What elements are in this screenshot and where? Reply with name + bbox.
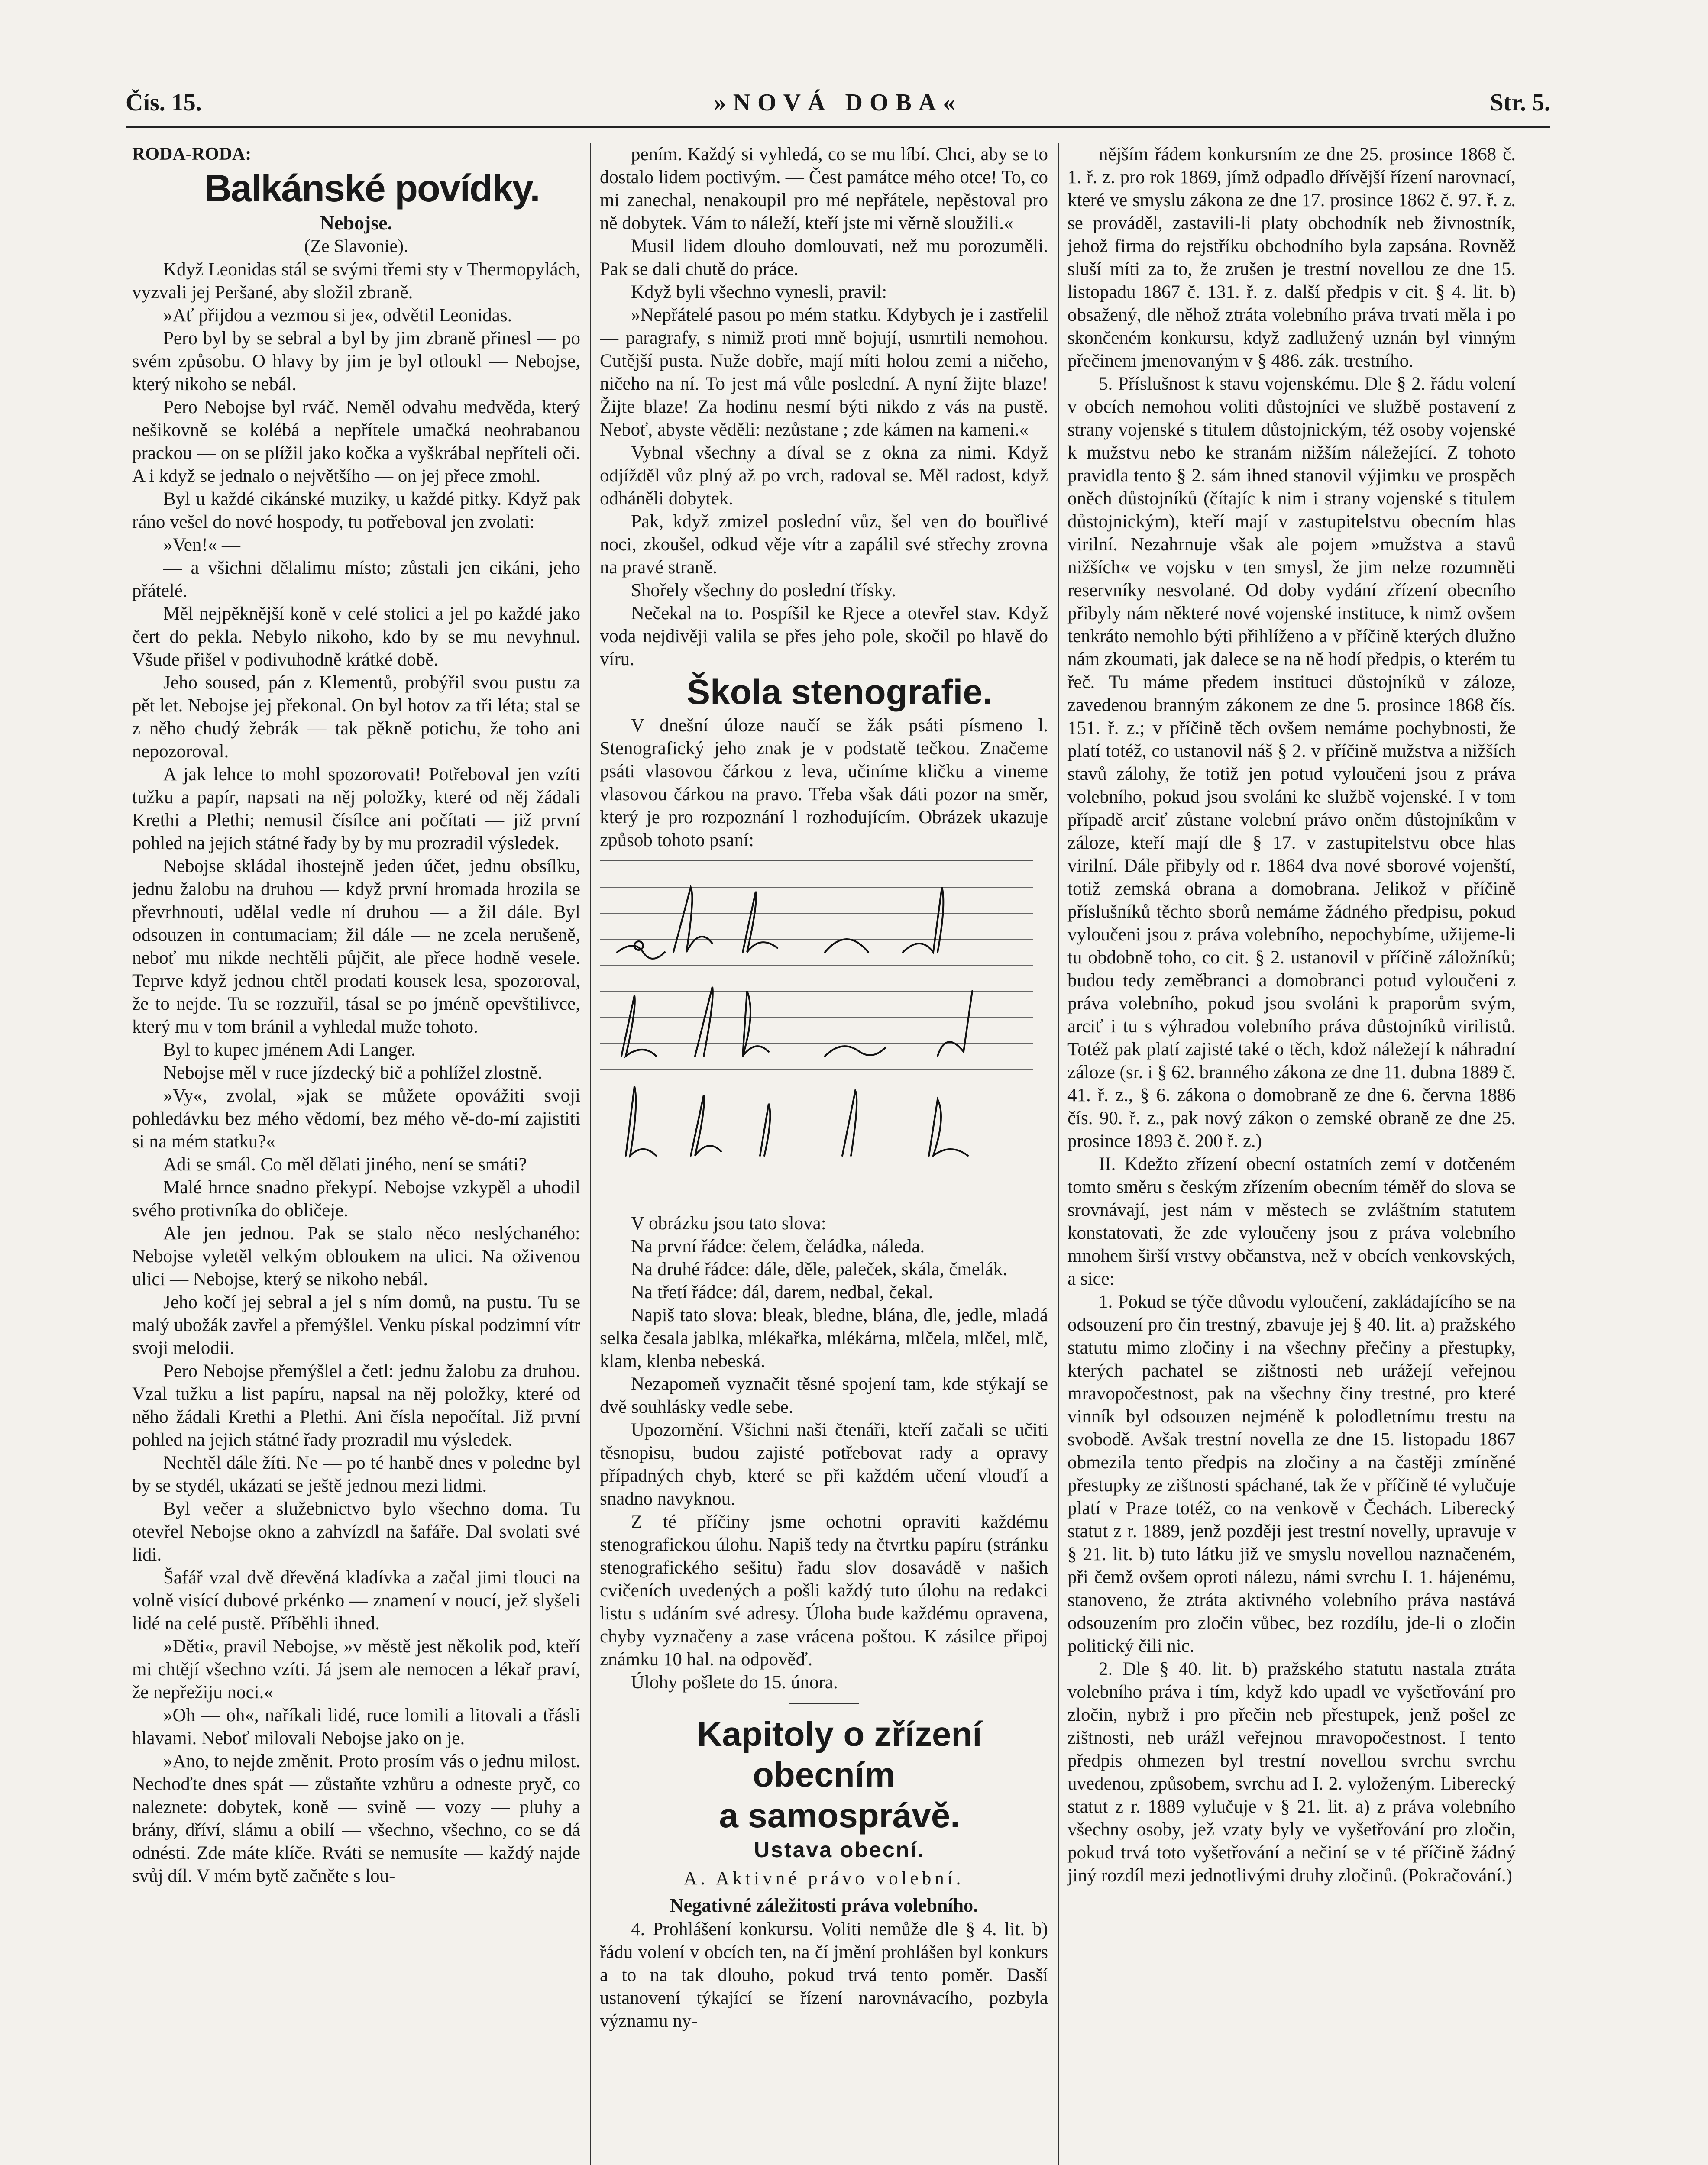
paragraph: Nechtěl dále žíti. Ne — po té hanbě dnes v poledne byl by se stydél, ukázati se ještě jednou mezi lidmi. bbox=[132, 1453, 580, 1496]
paragraph: »Ano, to nejde změnit. Proto prosím vás o jednu milost. Nechoďte dnes spát — zůstaňte vzhůru a odneste pryč, co naleznete: dobytek, koně — svině — vozy — pluhy a brány, dříví, slámu a obilí — všechno, všechno, co se dá odnésti. Zde máte klíče. Rváti se nemusíte — každý najde svůj díl. V mém bytě začněte s lou- bbox=[132, 1751, 580, 1886]
paragraph: Byl u každé cikánské muziky, u každé pitky. Když pak ráno vešel do nové hospody, tu potřeboval jen zvolati: bbox=[132, 489, 580, 532]
paragraph: 1. Pokud se týče důvodu vyloučení, zakládajícího se na odsouzení pro čin trestný, zbavuje jej § 40. lit. a) pražského statutu mimo zločiny i na všechny přečiny a přestupky, kterých pachatel se zištnosti neb urážejí veřejnou mravopočestnost, pak na všechny činy trestné, pro které vinník byl odsouzen nejméně k polodletnímu trestu na svobodě. Avšak trestní novella ze dne 15. listopadu 1867 obmezila tento předpis na zločiny a na častěji zmíněné přestupky ze zištnosti spáchané, tak že v příčině té vylučuje platí v Praze totéž, co na venkově v Čechách. Liberecký statut z r. 1889, jenž později jest trestní novelly, upravuje v § 21. lit. b) tuto látku již ve smyslu novellou naznačeném, při čemž ovšem oproti nálezu, námi svrchu I. 1. hájenému, stanoveno, že ztráta aktivného volebního práva nastává odsouzením pro zločin vůbec, bez rozdílu, jde-li o zločin politický čili nic. bbox=[1068, 1292, 1516, 1656]
municipal-article-continuation bbox=[1068, 143, 1516, 1887]
paragraph: Úlohy pošlete do 15. února. bbox=[631, 1672, 838, 1693]
paragraph: Z té příčiny jsme ochotni opraviti každému stenografickou úlohu. Napiš tedy na čtvrtku papíru (stránku stenografického sešitu) řadu slov dosavádě v našich cvičeních uvedených a pošli každý tuto úlohu na redakci listu s udáním své adresy. Úloha bude každému opravena, chyby vyznačeny a zase vrácena poštou. K zásilce připoj známku 10 hal. na odpověď. bbox=[600, 1512, 1048, 1670]
paragraph: Vybnal všechny a díval se z okna za nimi. Když odjížděl vůz plný až po vrch, radoval se. Měl radost, když odháněli dobytek. bbox=[600, 443, 1048, 509]
paragraph: 4. Prohlášení konkursu. Voliti nemůže dle § 4. lit. b) řádu volení v obcích ten, na čí jmění prohlášen byl konkurs a to na tak dlouho, pokud trvá tento poměr. Dasší ustanovení týkající se řízení narovnávacího, pozbyla významu ny- bbox=[600, 1919, 1048, 2031]
section-a-heading: A. Aktivné právo volební. bbox=[683, 1868, 964, 1889]
paragraph: Nečekal na to. Pospíšil ke Rjece a otevřel stav. Když voda nejdivěji valila se přes jeho pole, skočil po hlavě do víru. bbox=[600, 603, 1048, 669]
paragraph: »Vy«, zvolal, »jak se můžete opovážiti svoji pohledávku bez mého vědomí, bez mého vě-do-mí zajistiti si na mém statku?« bbox=[132, 1086, 580, 1152]
paragraph: Napiš tato slova: bleak, bledne, blána, dle, jedle, mladá selka česala jablka, mlékařka, mlékárna, mlčela, mlčel, mlč, klam, klenba nebeská. bbox=[600, 1305, 1048, 1371]
paragraph: Nebojse skládal ihostejně jeden účet, jednu obsílku, jednu žalobu na druhou — když první hromada hrozila se převrhnouti, udělal vedle ní druhou — a žil dále. Byl odsouzen in contumaciam; žil dále — ne zcela nerušeně, neboť mu nikde nechtěli půjčit, ale přece hodně vesele. Teprve když jednou chtěl prodati kousek lesa, spozoroval, že to nejde. Tu se rozzuřil, tásal se po jméně opevštilivce, který mu v tom bránil a vyhledal muže tohoto. bbox=[132, 856, 580, 1037]
story-title: Nebojse. bbox=[320, 212, 393, 234]
page-number: Str. 5. bbox=[1490, 89, 1550, 116]
paragraph: 2. Dle § 40. lit. b) pražského statutu nastala ztráta volebního práva i tím, když kdo upadl ve vyšetřování pro zločin, nybrž i pro přečin neb přestupek, jenž pošel ze zištnosti, neb urážl veřejnou mravopočestnost. I tento předpis ohmezen byl trestní novellou svrchu svrchu uvedenou, způsobem, svrchu ad I. 2. vyloženým. Liberecký statut z r. 1889 vylučuje v § 21. lit. a) z práva volebního všechny osoby, jež vzaty byly ve vyšetřování pro zločin, pokud trvá toto vyšetřování a nečiní se v té příčině žádný jiný rozdíl mezi jednotlivými druhy zločinů. (Pokračování.) bbox=[1068, 1659, 1516, 1886]
shorthand-handwriting-image bbox=[600, 861, 1033, 1199]
paragraph: Malé hrnce snadno překypí. Nebojse vzkypěl a uhodil svého protivníka do obličeje. bbox=[132, 1177, 580, 1221]
story-body bbox=[132, 258, 580, 1887]
section-heading-municipal-constitution: Ustava obecní. bbox=[754, 1838, 925, 1862]
paragraph: Jeho soused, pán z Klementů, probýřil svou pustu za pět let. Nebojse jej překonal. On byl hotov za tři léta; stal se z něho chudý žebrák — tak pěkně potichu, že toho ani nepozoroval. bbox=[132, 672, 580, 762]
article-title-municipal-1: Kapitoly o zřízení obecním bbox=[697, 1715, 982, 1794]
article-title-stenography: Škola stenografie. bbox=[686, 672, 993, 712]
paragraph: »Ven!« — bbox=[163, 535, 240, 555]
story-origin: (Ze Slavonie). bbox=[304, 236, 408, 256]
paragraph: Pak, když zmizel poslední vůz, šel ven do bouřlivé noci, zkoušel, odkud věje vítr a zapálil své střechy zrovna na pravé straně. bbox=[600, 511, 1048, 578]
paragraph: »Oh — oh«, naříkali lidé, ruce lomili a litovali a třásli hlavami. Neboť milovali Nebojse jako on je. bbox=[132, 1705, 580, 1748]
column-3 bbox=[1068, 143, 1516, 2165]
paragraph: Šafář vzal dvě dřevěná kladívka a začal jimi tlouci na volně visící dubové prkénko — znamení v noucí, jež slyšeli lidé na celé pustě. Příběhli ihned. bbox=[132, 1567, 580, 1634]
paragraph: A jak lehce to mohl spozorovati! Potřeboval jen vzíti tužku a papír, napsati na něj položky, které od něj žádali Krethi a Plethi; nemusil čísílce ani počítati — již první pohled na jejich státné řady by by mu prozradil výsledek. bbox=[132, 764, 580, 853]
newspaper-title: »NOVÁ DOBA« bbox=[714, 89, 962, 116]
column-divider-2 bbox=[1058, 143, 1059, 2165]
issue-number: Čís. 15. bbox=[126, 89, 202, 116]
word-list-line: Na druhé řádce: dále, děle, paleček, skála, čmelák. bbox=[631, 1259, 1008, 1280]
column-1 bbox=[132, 143, 580, 2165]
paragraph: Jeho kočí jej sebral a jel s ním domů, na pustu. Tu se malý ubožák zavřel a přemýšlel. Venku pískal podzimní vítr svoji melodii. bbox=[132, 1292, 580, 1358]
subsection-heading: Negativné záležitosti práva volebního. bbox=[670, 1895, 978, 1916]
section-divider bbox=[789, 1703, 859, 1704]
word-list-line: Na první řádce: čelem, čeládka, náleda. bbox=[631, 1236, 925, 1257]
paragraph: — a všichni dělalimu místo; zůstali jen cikáni, jeho přátelé. bbox=[132, 558, 580, 601]
word-list-line: Na třetí řádce: dál, darem, nedbal, čekal. bbox=[631, 1282, 933, 1302]
paragraph: Upozornění. Všichni naši čtenáři, kteří začali se učiti těsnopisu, budou zajisté potřebovat rady a opravy případných chyb, které se při každém učení vlouďí a snadno navyknou. bbox=[600, 1420, 1048, 1509]
article-title-municipal-2: a samosprávě. bbox=[719, 1796, 960, 1835]
paragraph: nějším řádem konkursním ze dne 25. prosince 1868 č. 1. ř. z. pro rok 1869, jímž odpadlo dřívější řízení narovnací, které ve smyslu zákona ze dne 17. prosince 1862 č. 97. ř. z. se prováděl, zastavili-li platy obchodník neb živnostník, jehož firma do rejstříku obchodního byla zapsána. Rovněž sluší míti za to, že zrušen je trestní novellou ze dne 15. listopadu 1867 č. 131. ř. z. další předpis v cit. § 4. lit. b) obsažený, dle něhož ztráta volebního práva trvati měla i po skončeném konkursu, když zadlužený uznán byl vinným přečinem jmenovaným v § 486. zák. trestního. bbox=[1068, 144, 1516, 371]
paragraph: pením. Každý si vyhledá, co se mu líbí. Chci, aby se to dostalo lidem poctivým. — Čest památce mého otce! To, co mi zanechal, nenakoupil pro mé nepřátele, nepěstoval pro ně dobytek. Vám to náleží, kteří jste mi věrně sloužili.« bbox=[600, 144, 1048, 233]
paragraph: Shořely všechny do poslední třísky. bbox=[631, 580, 896, 601]
page-header bbox=[126, 89, 1550, 128]
article-title-balkan-stories: Balkánské povídky. bbox=[204, 167, 540, 210]
paragraph: Adi se smál. Co měl dělati jiného, není se smáti? bbox=[163, 1154, 527, 1175]
paragraph: Ale jen jednou. Pak se stalo něco neslýchaného: Nebojse vyletěl velkým obloukem na ulici. Na oživenou ulici — Nebojse, který se nikoho nebál. bbox=[132, 1223, 580, 1289]
paragraph: 5. Příslušnost k stavu vojenskému. Dle § 2. řádu volení v obcích nemohou voliti důstojníci ve službě postavení z strany vojenské s titulem důstojnickým, též osoby vojenské k mužstvu nebo ke stranám nižším náležející. Z tohoto pravidla tento § 2. sám ihned stanovil výjimku ve prospěch oněch důstojníků (čítajíc k nim i strany vojenské s titulem důstojnickým), kteří mají v zastupitelstvu obecním hlas virilní. Nezahrnuje však ale pojem »mužstva a stavů nižších« ve vojsku v ten smysl, že jim nelze rozumněti reservníky nesvolané. Od doby vydání zřízení obecního přibyly nám některé nové vojenské instituce, k nimž ovšem tenkráto nemohlo býti přihlíženo a v příčině kterých dlužno nám zkoumati, jak dalece se na ně hodí předpis, o kterém tu řeč. Tu máme předem instituci důstojníků v záloze, zavedenou branným zákonem ze dne 5. prosince 1868 čís. 151. ř. z.; v příčině těch ovšem nemáme pochybnosti, že platí totéž, co ustanovil náš § 2. v příčině mužstva a nižších stavů zálohy, že totiž jen potud vyloučeni jsou z práva volebního, pokud jsou svoláni ke službě vojenské. I v tom případě arciť zůstane volební právo oněm důstojníkům v záloze, kteří mají dle § 17. v zastupitelstvu obce hlas virilní. Dále přibyly od r. 1864 dva nové sborové vojenští, totiž zemská obrana a domobrana. Jelikož v příčině příslušníků těchto sborů nemáme žádného předpisu, pokud vyloučeni jsou z práva volebního, nepochybíme, užijeme-li tu obdobně toho, co cit. § 2. ustanovil v příčině záložníků; budou tedy zeměbranci a domobranci potud vyloučeni z práva volebního, pokud jsou svoláni k praporům svým, arciť i tu s výhradou volebního práva důstojníků virilistů. Totéž pak platí zajisté také o těch, kdož náležejí k náhradní záloze (sr. i § 62. branného zákona ze dne 11. dubna 1889 č. 41. ř. z., § 6. zákona o domobraně ze dne 6. června 1886 čís. 90. ř. z., pak nový zákon o zemské obraně ze dne 25. prosince 1893 č. 200 ř. z.) bbox=[1068, 374, 1516, 1151]
paragraph: Pero Nebojse byl rváč. Neměl odvahu medvěda, který nešikovně se kolébá a nepřítele umačká neohrabanou prackou — on se plížil jako kočka a vyškrábal nepříteli oči. A i když se jednalo o největšího — on jej přece zmohl. bbox=[132, 397, 580, 486]
paragraph: »Děti«, pravil Nebojse, »v městě jest několik pod, kteří mi chtějí všechno vzíti. Já jsem ale nemocen a lékař praví, že nepřežiju noci.« bbox=[132, 1636, 580, 1703]
paragraph: »Nepřátelé pasou po mém statku. Kdybych je i zastřelil — paragrafy, s nimiž proti mně bojují, usmrtili nemohou. Cutější pusta. Nuže dobře, mají míti holou zemi a ničeho, ničeho na ní. To jest má vůle poslední. A nyní žijte blaze! Žijte blaze! Za hodinu nesmí býti nikdo z vás na pustě. Neboť, abyste věděli: nezůstane ; zde kámen na kameni.« bbox=[600, 305, 1048, 440]
stenography-word-list bbox=[600, 1235, 1048, 1304]
stenography-figure bbox=[600, 860, 1033, 1199]
paragraph: Měl nejpěknější koně v celé stolici a jel po každé jako čert do pekla. Nebylo nikoho, kdo by se mu nevyhnul. Všude přišel v podivuhodně krátké době. bbox=[132, 604, 580, 670]
paragraph: Musil lidem dlouho domlouvati, než mu porozuměli. Pak se dali chutě do práce. bbox=[600, 236, 1048, 279]
paragraph: Když byli všechno vynesli, pravil: bbox=[631, 282, 887, 302]
header-divider bbox=[126, 126, 1550, 128]
paragraph: II. Kdežto zřízení obecní ostatních zemí v dotčeném tomto směru s českým zřízením obecním téměř do slova se srovnávají, jest nám v městech se zvláštním statutem konstatovati, že zde vyloučeny jsou z práva volebního mnohem širší vrstvy občanstva, než v obcích venkovských, a sice: bbox=[1068, 1154, 1516, 1289]
paragraph: Byl večer a služebnictvo bylo všechno doma. Tu otevřel Nebojse okno a zahvízdl na šafáře. Dal svolati své lidi. bbox=[132, 1499, 580, 1565]
column-divider-1 bbox=[590, 143, 591, 2165]
paragraph: Když Leonidas stál se svými třemi sty v Thermopylách, vyzvali jej Peršané, aby složil zbraně. bbox=[132, 259, 580, 303]
paragraph: Pero byl by se sebral a byl by jim zbraně přinesl — po svém způsobu. O hlavy by jim je byl otloukl — Nebojse, který nikoho se nebál. bbox=[132, 328, 580, 394]
story-continuation bbox=[600, 143, 1048, 671]
paragraph: Nebojse měl v ruce jízdecký bič a pohlížel zlostně. bbox=[163, 1063, 543, 1083]
paragraph: V dnešní úloze naučí se žák psáti písmeno l. Stenografický jeho znak je v podstatě tečkou. Značeme psáti vlasovou čárkou z leva, učiníme kličku a vineme vlasovou čárkou na pravo. Třeba však dáti pozor na směr, který je pro rozpoznání l rozhodujícím. Obrázek ukazuje způsob tohoto psaní: bbox=[600, 715, 1048, 850]
author-name: RODA-RODA: bbox=[132, 144, 252, 164]
paragraph: Byl to kupec jménem Adi Langer. bbox=[163, 1040, 416, 1060]
stenography-exercise bbox=[600, 1304, 1048, 1694]
stenography-intro bbox=[600, 714, 1048, 852]
paragraph: Nezapomeň vyznačit těsné spojení tam, kde stýkají se dvě souhlásky vedle sebe. bbox=[600, 1374, 1048, 1417]
paragraph: Pero Nebojse přemýšlel a četl: jednu žalobu za druhou. Vzal tužku a list papíru, napsal na něj položky, které od něho žádali Krethi a Plethi. Ani čísla nepočítal. Již první pohled na jejich státné řady prozradil mu výsledek. bbox=[132, 1361, 580, 1450]
column-2 bbox=[600, 143, 1048, 2165]
stenography-words-intro: V obrázku jsou tato slova: bbox=[631, 1213, 826, 1234]
municipal-article-body bbox=[600, 1918, 1048, 2033]
paragraph: »Ať přijdou a vezmou si je«, odvětil Leonidas. bbox=[163, 305, 512, 326]
